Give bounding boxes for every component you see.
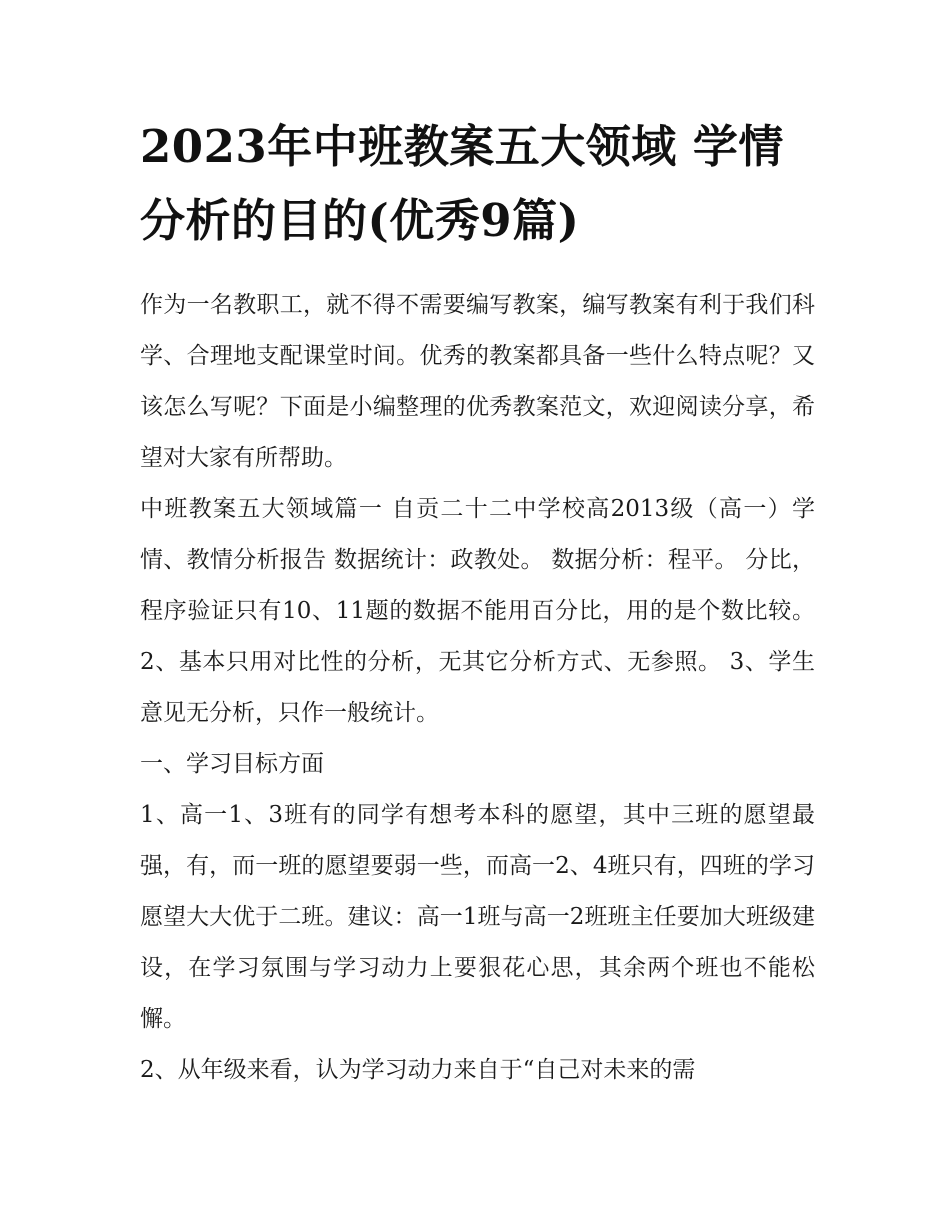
document-title: 2023年中班教案五大领域 学情分析的目的(优秀9篇) — [140, 120, 784, 247]
heading-learning-goals: 一、学习目标方面 — [140, 751, 324, 777]
point-one-paragraph: 1、高一1、3班有的同学有想考本科的愿望，其中三班的愿望最强，有，而一班的愿望要弱一些，而高一2、4班只有，四班的学习愿望大大优于二班。建议：高一1班与高一2班班主任要加大班级建设，在学习氛围与学习动力上要狠花心思，其余两个班也不能松懈。 — [140, 802, 815, 1032]
intro-paragraph: 作为一名教职工，就不得不需要编写教案，编写教案有利于我们科学、合理地支配课堂时间。优秀的教案都具备一些什么特点呢？又该怎么写呢？下面是小编整理的优秀教案范文，欢迎阅读分享，希望对大家有所帮助。 — [140, 292, 815, 471]
point-two-paragraph: 2、从年级来看，认为学习动力来自于“自己对未来的需 — [140, 1057, 696, 1083]
document-body — [140, 280, 815, 1096]
document-content — [140, 110, 815, 1096]
section-one-paragraph: 中班教案五大领域篇一 自贡二十二中学校高2013级（高一）学情、教情分析报告 数据统计：政教处。 数据分析：程平。 分比，程序验证只有10、11题的数据不能用百分比，用的是个数比较。 2、基本只用对比性的分析，无其它分析方式、无参照。 3、学生意见无分析，只作一般统计。 — [140, 496, 815, 726]
